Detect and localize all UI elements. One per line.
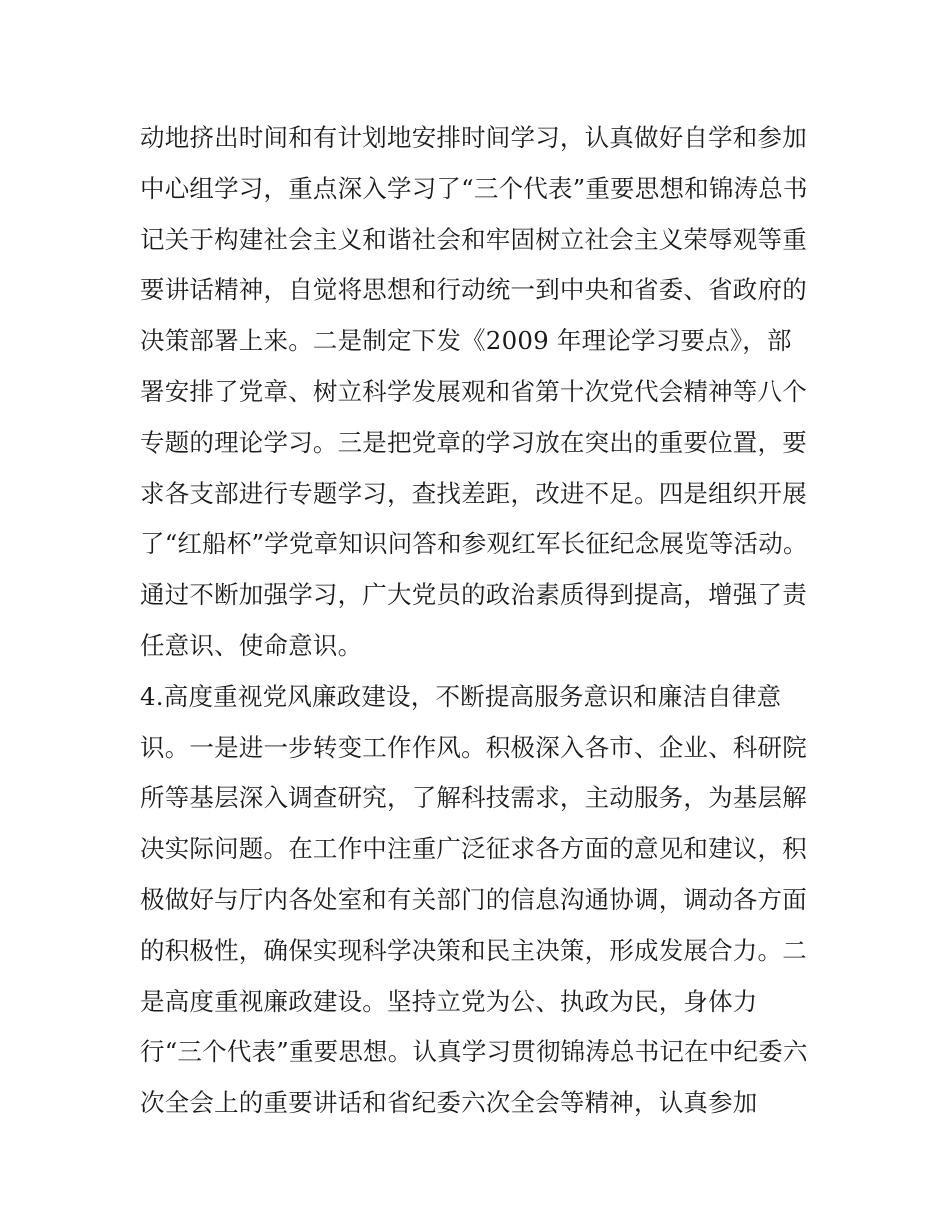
text-line: 次全会上的重要讲话和省纪委六次全会等精神，认真参加 (140, 1088, 758, 1118)
text-line: 极做好与厅内各处室和有关部门的信息沟通协调，调动各方面 (140, 884, 807, 914)
text-line: 的积极性，确保实现科学决策和民主决策，形成发展合力。二 (140, 935, 807, 965)
text-line: 任意识、使命意识。 (140, 630, 363, 660)
text-line: 求各支部进行专题学习，查找差距，改进不足。四是组织开展 (140, 478, 807, 508)
text-line: 专题的理论学习。三是把党章的学习放在突出的重要位置，要 (140, 427, 807, 457)
text-line: 要讲话精神，自觉将思想和行动统一到中央和省委、省政府的 (140, 275, 807, 305)
text-line: 署安排了党章、树立科学发展观和省第十次党代会精神等八个 (140, 376, 807, 406)
section-heading-line: 4.高度重视党风廉政建设，不断提高服务意识和廉洁自律意 (140, 681, 782, 711)
text-line: 行“三个代表”重要思想。认真学习贯彻锦涛总书记在中纪委六 (140, 1037, 808, 1067)
text-line: 识。一是进一步转变工作作风。积极深入各市、企业、科研院 (140, 732, 807, 762)
text-line: 所等基层深入调查研究，了解科技需求，主动服务，为基层解 (140, 783, 807, 813)
text-line: 动地挤出时间和有计划地安排时间学习，认真做好自学和参加 (140, 123, 807, 152)
text-line: 记关于构建社会主义和谐社会和牢固树立社会主义荣辱观等重 (140, 224, 807, 254)
text-line: 通过不断加强学习，广大党员的政治素质得到提高，增强了责 (140, 580, 807, 610)
text-line: 了“红船杯”学党章知识问答和参观红军长征纪念展览等活动。 (140, 529, 808, 559)
text-line: 是高度重视廉政建设。坚持立党为公、执政为民，身体力 (140, 986, 758, 1016)
text-line: 中心组学习，重点深入学习了“三个代表”重要思想和锦涛总书 (140, 173, 808, 203)
text-line: 决实际问题。在工作中注重广泛征求各方面的意见和建议，积 (140, 834, 807, 864)
body-text (140, 113, 830, 1129)
text-line: 决策部署上来。二是制定下发《2009 年理论学习要点》，部 (140, 326, 792, 356)
